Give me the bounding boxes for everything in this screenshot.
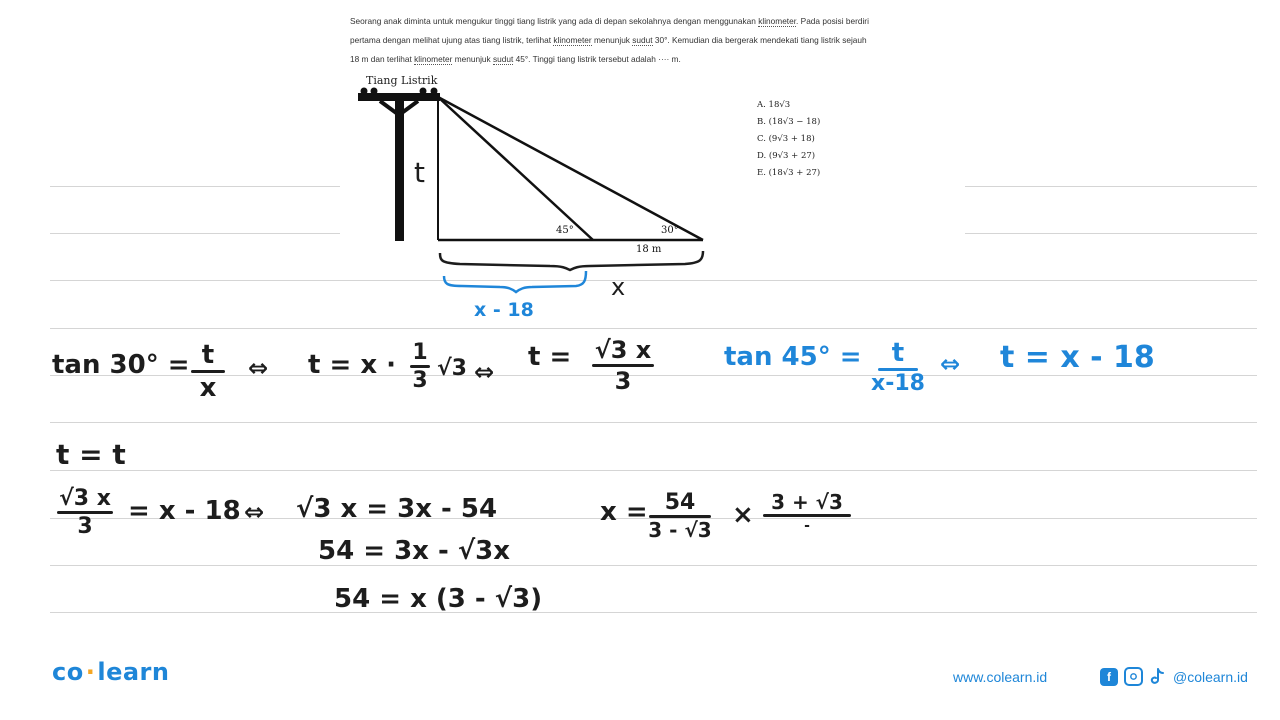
angle-30-label: 30°: [661, 225, 679, 236]
question-text-part: Seorang anak diminta untuk mengukur tinggi tiang listrik yang ada di depan sekolahnya dengan menggunakan: [350, 16, 759, 26]
work-frac-sqrt3x-over-3-b: [50, 486, 120, 539]
work-t-eq-x: t = x ·: [308, 350, 397, 380]
insulator: [361, 88, 368, 95]
option-e[interactable]: E. (18√3 + 27): [757, 168, 821, 178]
social-links: [1100, 667, 1248, 686]
option-d[interactable]: D. (9√3 + 27): [757, 151, 816, 161]
tiktok-glyph: [1149, 668, 1165, 686]
work-frac-den: 3: [77, 514, 93, 539]
question-line-3: [350, 50, 960, 69]
colearn-logo: [52, 658, 169, 686]
option-b[interactable]: B. (18√3 − 18): [757, 117, 821, 127]
work-frac-den: 3: [412, 368, 428, 393]
question-text-part: 30°. Kemudian dia bergerak mendekati tiang listrik sejauh: [652, 35, 867, 45]
option-a[interactable]: A. 18√3: [757, 100, 791, 110]
term-klinometer: klinometer: [758, 16, 797, 26]
work-frac-sqrt3x-over-3: [588, 336, 658, 395]
work-times: ×: [732, 500, 754, 530]
logo-dot: ·: [85, 658, 96, 686]
question-text-part: 45°. Tinggi tiang listrik tersebut adalah ···· m.: [513, 54, 681, 64]
answer-options: [757, 97, 820, 182]
iff-symbol: ⇔: [474, 358, 495, 386]
term-sudut: sudut: [632, 35, 653, 45]
work-tan45: tan 45° =: [724, 342, 862, 372]
question-text: [350, 12, 960, 69]
work-54-eq-x-factor: 54 = x (3 - √3): [334, 584, 543, 614]
insulator: [371, 88, 378, 95]
insulator: [420, 88, 427, 95]
social-handle[interactable]: @colearn.id: [1173, 668, 1248, 685]
work-frac-num: √3 x: [59, 486, 111, 511]
pole-body: [395, 101, 404, 241]
work-x-eq: x =: [600, 497, 648, 527]
work-frac-den: 3 - √3: [648, 518, 712, 542]
iff-symbol: ⇔: [248, 354, 269, 382]
ruled-line: [50, 612, 1257, 613]
work-sqrt3x-eq-3x-54: √3 x = 3x - 54: [296, 494, 498, 524]
brace-x-minus-18: [444, 271, 586, 292]
term-klinometer: klinometer: [553, 35, 592, 45]
ruled-line: [50, 328, 1257, 329]
logo-text-co: co: [52, 658, 84, 686]
figure-title: Tiang Listrik: [366, 74, 438, 87]
iff-symbol: ⇔: [940, 350, 961, 378]
logo-text-learn: learn: [97, 658, 170, 686]
work-frac-den: x-18: [871, 371, 925, 396]
ruled-line: [50, 565, 1257, 566]
fraction-bar: [763, 514, 851, 517]
work-frac-den: -: [804, 518, 810, 534]
instagram-icon[interactable]: [1124, 667, 1143, 686]
work-t-eq-x-18: t = x - 18: [1000, 340, 1155, 375]
work-tan30: tan 30° =: [52, 350, 190, 380]
work-t-eq-t: t = t: [56, 438, 126, 471]
tiktok-icon[interactable]: [1149, 668, 1165, 686]
question-text-part: . Pada posisi berdiri: [796, 16, 869, 26]
work-frac-num: 54: [664, 490, 696, 515]
work-frac-3-plus-sqrt3: [760, 490, 854, 535]
ruled-line: [50, 186, 340, 187]
work-frac-den: 3: [614, 367, 632, 395]
work-frac-num: 3 + √3: [771, 490, 843, 514]
ruled-line: [965, 233, 1257, 234]
facebook-icon[interactable]: f: [1100, 668, 1118, 686]
question-text-part: menunjuk: [591, 35, 633, 45]
ruled-line: [50, 422, 1257, 423]
work-frac-num: t: [891, 338, 905, 368]
ruled-line: [965, 186, 1257, 187]
work-t-eq: t =: [528, 342, 572, 372]
ruled-line: [50, 470, 1257, 471]
brace-x-label: x: [611, 273, 626, 301]
work-frac-den: x: [199, 373, 217, 403]
work-frac-t-over-x: [188, 340, 228, 403]
question-text-part: menunjuk: [452, 54, 493, 64]
work-frac-t-over-x18: [862, 338, 934, 396]
distance-label: 18 m: [636, 244, 662, 255]
height-label-t: t: [414, 156, 425, 189]
question-text-part: 18 m dan terlihat: [350, 54, 415, 64]
term-sudut: sudut: [492, 54, 514, 64]
iff-symbol: ⇔: [244, 498, 265, 526]
work-frac-num: 1: [412, 340, 428, 365]
brace-x: [440, 251, 703, 270]
ruled-line: [50, 233, 340, 234]
work-eq-x-18: = x - 18: [128, 496, 241, 526]
instagram-glyph: [1129, 672, 1138, 681]
question-text-part: pertama dengan melihat ujung atas tiang listrik, terlihat: [350, 35, 554, 45]
work-frac-num: √3 x: [594, 336, 652, 364]
pole-crossarm: [358, 93, 440, 101]
insulator: [431, 88, 438, 95]
work-sqrt3: √3: [437, 356, 467, 381]
work-frac-54-over-3-minus-sqrt3: [642, 490, 718, 542]
question-line-1: [350, 12, 960, 31]
option-c[interactable]: C. (9√3 + 18): [757, 134, 815, 144]
question-line-2: [350, 31, 960, 50]
angle-45-label: 45°: [556, 225, 574, 236]
term-klinometer: klinometer: [414, 54, 453, 64]
website-link[interactable]: www.colearn.id: [953, 669, 1048, 685]
work-54-eq-3x-sqrt3x: 54 = 3x - √3x: [318, 536, 511, 566]
brace-x-minus-18-label: x - 18: [474, 299, 534, 320]
work-frac-num: t: [201, 340, 215, 370]
pole-diagram: [350, 70, 750, 320]
work-frac-one-third: [405, 340, 435, 393]
